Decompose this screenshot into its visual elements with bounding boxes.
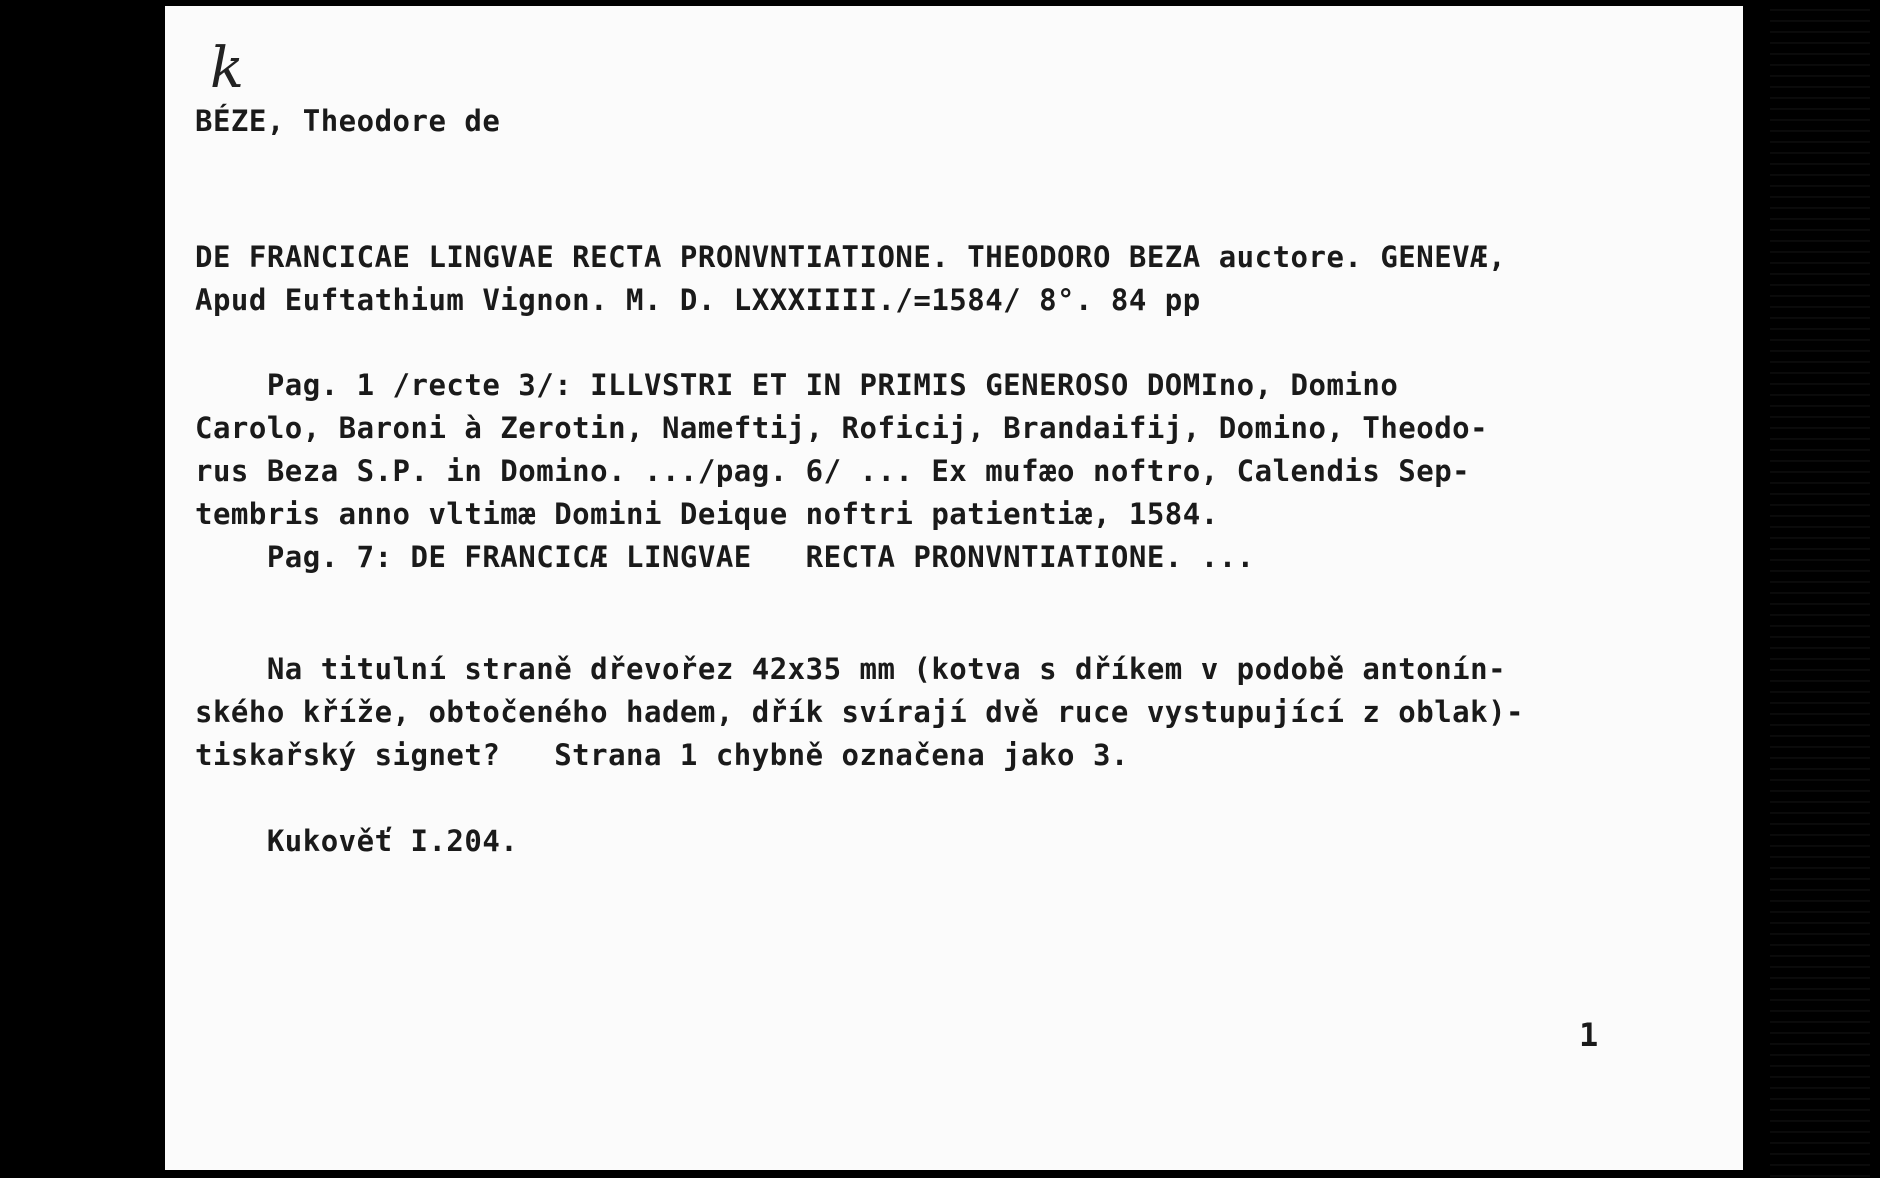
description-line-2: ského kříže, obtočeného hadem, dřík svírají dvě ruce vystupující z oblak)- — [195, 695, 1525, 729]
description-line-1: Na titulní straně dřevořez 42x35 mm (kotva s dříkem v podobě antonín- — [195, 652, 1507, 686]
author-heading: BÉZE, Theodore de — [195, 104, 501, 138]
title-line-2: Apud Euftathium Vignon. M. D. LXXXIIII./=1584/ 8°. 84 pp — [195, 283, 1201, 317]
title-line-1: DE FRANCICAE LINGVAE RECTA PRONVNTIATIONE. THEODORO BEZA auctore. GENEVÆ, — [195, 240, 1507, 274]
page-note-line-4: tembris anno vltimæ Domini Deique noftri patientiæ, 1584. — [195, 497, 1219, 531]
reference-line: Kukověť I.204. — [195, 824, 519, 858]
corner-handwritten-mark: k — [210, 36, 244, 101]
description-line-3: tiskařský signet? Strana 1 chybně označena jako 3. — [195, 738, 1129, 772]
page-note-line-1: Pag. 1 /recte 3/: ILLVSTRI ET IN PRIMIS GENEROSO DOMIno, Domino — [195, 368, 1399, 402]
page-note-line-3: rus Beza S.P. in Domino. .../pag. 6/ ... Ex mufæo noftro, Calendis Sep- — [195, 454, 1471, 488]
page-note-line-5: Pag. 7: DE FRANCICÆ LINGVAE RECTA PRONVNTIATIONE. ... — [195, 540, 1255, 574]
page-note-line-2: Carolo, Baroni à Zerotin, Nameftij, Roficij, Brandaifij, Domino, Theodo- — [195, 411, 1489, 445]
catalog-card — [165, 6, 1743, 1170]
scan-edge — [1770, 0, 1870, 1178]
card-number: 1 — [1579, 1016, 1599, 1054]
